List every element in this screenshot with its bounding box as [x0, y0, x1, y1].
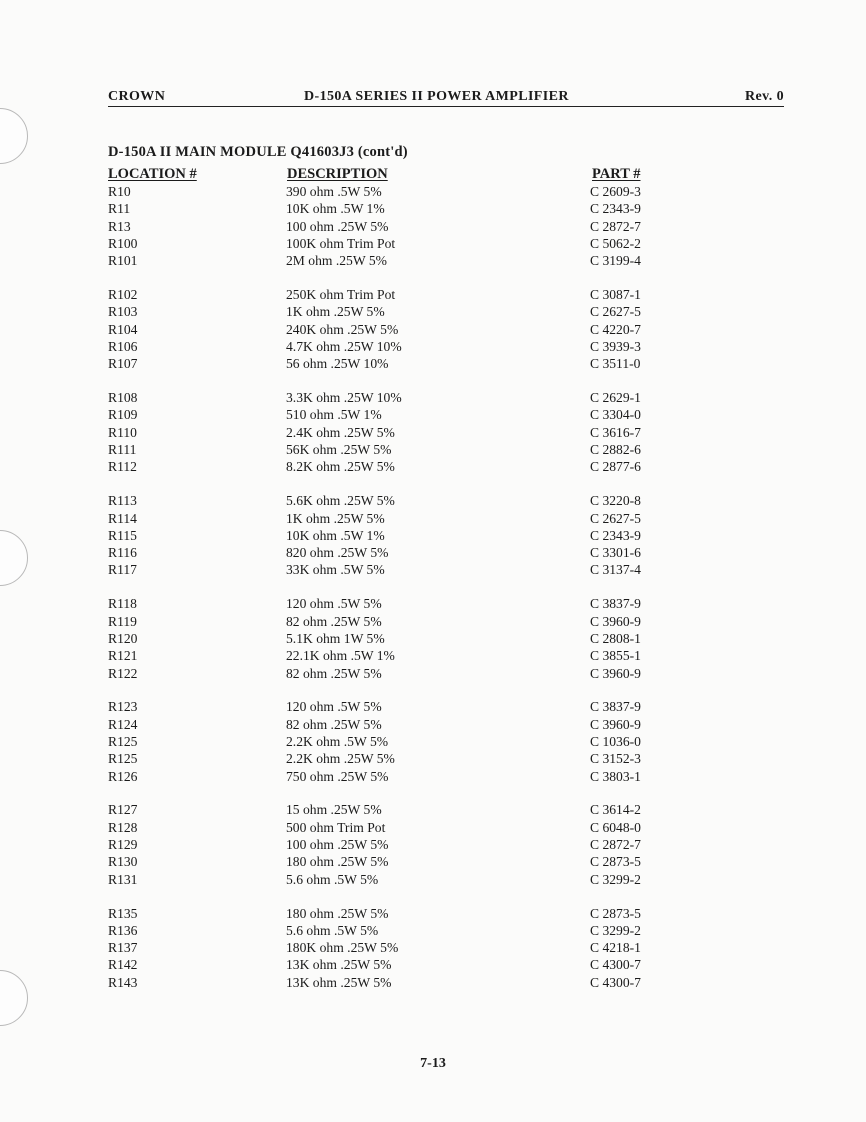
table-row	[108, 905, 788, 922]
table-row	[108, 630, 788, 647]
cell-description: 1K ohm .25W 5%	[286, 304, 385, 320]
table-row	[108, 424, 788, 441]
cell-description: 180K ohm .25W 5%	[286, 940, 399, 956]
page-header	[108, 89, 784, 107]
cell-part-number: C 3301-6	[590, 545, 641, 561]
parts-group	[108, 801, 788, 887]
cell-part-number: C 2872-7	[590, 218, 641, 234]
cell-part-number: C 3939-3	[590, 338, 641, 354]
cell-part-number: C 2877-6	[590, 459, 641, 475]
cell-description: 82 ohm .25W 5%	[286, 665, 382, 681]
cell-part-number: C 2343-9	[590, 527, 641, 543]
cell-location: R11	[108, 201, 131, 217]
table-row	[108, 665, 788, 682]
cell-part-number: C 3137-4	[590, 562, 641, 578]
cell-description: 4.7K ohm .25W 10%	[286, 338, 402, 354]
page-number: 7-13	[420, 1056, 446, 1071]
cell-description: 33K ohm .5W 5%	[286, 562, 385, 578]
table-row	[108, 819, 788, 836]
cell-part-number: C 2629-1	[590, 390, 641, 406]
cell-description: 82 ohm .25W 5%	[286, 613, 382, 629]
cell-location: R131	[108, 871, 138, 887]
table-row	[108, 252, 788, 269]
table-row	[108, 338, 788, 355]
table-row	[108, 321, 788, 338]
cell-location: R118	[108, 596, 137, 612]
cell-location: R102	[108, 287, 138, 303]
cell-description: 820 ohm .25W 5%	[286, 545, 389, 561]
cell-location: R107	[108, 356, 138, 372]
section-title: D-150A II MAIN MODULE Q41603J3 (cont'd)	[108, 144, 408, 160]
cell-location: R120	[108, 630, 138, 646]
cell-part-number: C 3199-4	[590, 253, 641, 269]
parts-group	[108, 492, 788, 578]
table-row	[108, 750, 788, 767]
cell-description: 56 ohm .25W 10%	[286, 356, 389, 372]
cell-description: 750 ohm .25W 5%	[286, 768, 389, 784]
table-row	[108, 956, 788, 973]
cell-description: 56K ohm .25W 5%	[286, 442, 392, 458]
cell-part-number: C 2873-5	[590, 905, 641, 921]
cell-part-number: C 3087-1	[590, 287, 641, 303]
cell-location: R111	[108, 442, 137, 458]
cell-description: 15 ohm .25W 5%	[286, 802, 382, 818]
parts-group	[108, 698, 788, 784]
cell-part-number: C 2343-9	[590, 201, 641, 217]
cell-part-number: C 3960-9	[590, 665, 641, 681]
cell-part-number: C 6048-0	[590, 819, 641, 835]
cell-location: R143	[108, 974, 138, 990]
cell-location: R108	[108, 390, 138, 406]
table-row	[108, 716, 788, 733]
cell-description: 2.2K ohm .5W 5%	[286, 733, 389, 749]
table-row	[108, 235, 788, 252]
cell-description: 510 ohm .5W 1%	[286, 407, 382, 423]
table-row	[108, 801, 788, 818]
cell-location: R136	[108, 922, 138, 938]
cell-description: 100 ohm .25W 5%	[286, 218, 389, 234]
cell-description: 8.2K ohm .25W 5%	[286, 459, 395, 475]
cell-part-number: C 2627-5	[590, 510, 641, 526]
cell-description: 22.1K ohm .5W 1%	[286, 648, 395, 664]
cell-location: R103	[108, 304, 138, 320]
cell-description: 120 ohm .5W 5%	[286, 596, 382, 612]
cell-description: 10K ohm .5W 1%	[286, 527, 385, 543]
header-brand: CROWN	[108, 89, 166, 104]
cell-location: R127	[108, 802, 138, 818]
cell-part-number: C 3960-9	[590, 716, 641, 732]
table-row	[108, 355, 788, 372]
parts-group	[108, 905, 788, 991]
cell-description: 1K ohm .25W 5%	[286, 510, 385, 526]
table-row	[108, 698, 788, 715]
cell-location: R110	[108, 424, 137, 440]
table-row	[108, 218, 788, 235]
cell-description: 100K ohm Trim Pot	[286, 235, 396, 251]
cell-description: 13K ohm .25W 5%	[286, 957, 392, 973]
cell-location: R130	[108, 854, 138, 870]
cell-description: 2.4K ohm .25W 5%	[286, 424, 395, 440]
table-row	[108, 922, 788, 939]
cell-description: 5.6 ohm .5W 5%	[286, 922, 379, 938]
cell-description: 5.1K ohm 1W 5%	[286, 630, 385, 646]
table-row	[108, 303, 788, 320]
binder-hole	[0, 108, 28, 164]
table-row	[108, 458, 788, 475]
cell-location: R112	[108, 459, 137, 475]
cell-description: 2M ohm .25W 5%	[286, 253, 387, 269]
cell-description: 5.6 ohm .5W 5%	[286, 871, 379, 887]
cell-description: 13K ohm .25W 5%	[286, 974, 392, 990]
table-row	[108, 974, 788, 991]
cell-location: R125	[108, 733, 138, 749]
cell-description: 250K ohm Trim Pot	[286, 287, 396, 303]
table-row	[108, 389, 788, 406]
header-revision: Rev. 0	[745, 89, 784, 104]
header-rule	[108, 106, 784, 107]
binder-hole	[0, 530, 28, 586]
table-row	[108, 406, 788, 423]
cell-location: R126	[108, 768, 138, 784]
column-headers	[108, 166, 788, 184]
cell-description: 390 ohm .5W 5%	[286, 184, 382, 199]
cell-description: 2.2K ohm .25W 5%	[286, 751, 395, 767]
cell-location: R109	[108, 407, 138, 423]
cell-part-number: C 4218-1	[590, 940, 641, 956]
cell-location: R113	[108, 493, 137, 509]
cell-location: R116	[108, 545, 137, 561]
cell-part-number: C 2872-7	[590, 837, 641, 853]
cell-location: R13	[108, 218, 131, 234]
cell-location: R135	[108, 905, 138, 921]
cell-description: 5.6K ohm .25W 5%	[286, 493, 395, 509]
table-row	[108, 544, 788, 561]
column-header-location: LOCATION #	[108, 166, 197, 182]
table-row	[108, 200, 788, 217]
binder-hole	[0, 970, 28, 1026]
cell-location: R128	[108, 819, 138, 835]
table-row	[108, 595, 788, 612]
table-row	[108, 733, 788, 750]
cell-part-number: C 3960-9	[590, 613, 641, 629]
cell-description: 82 ohm .25W 5%	[286, 716, 382, 732]
cell-part-number: C 3152-3	[590, 751, 641, 767]
cell-part-number: C 3304-0	[590, 407, 641, 423]
header-title: D-150A SERIES II POWER AMPLIFIER	[304, 89, 569, 104]
table-row	[108, 871, 788, 888]
cell-location: R124	[108, 716, 138, 732]
cell-part-number: C 5062-2	[590, 235, 641, 251]
cell-location: R125	[108, 751, 138, 767]
cell-description: 3.3K ohm .25W 10%	[286, 390, 402, 406]
cell-location: R119	[108, 613, 137, 629]
cell-part-number: C 1036-0	[590, 733, 641, 749]
cell-location: R137	[108, 940, 138, 956]
parts-table	[108, 183, 788, 1008]
cell-description: 100 ohm .25W 5%	[286, 837, 389, 853]
column-header-part: PART #	[592, 166, 641, 182]
cell-part-number: C 3299-2	[590, 922, 641, 938]
cell-part-number: C 2808-1	[590, 630, 641, 646]
cell-location: R123	[108, 699, 138, 715]
table-row	[108, 647, 788, 664]
cell-location: R117	[108, 562, 137, 578]
parts-group	[108, 595, 788, 681]
cell-part-number: C 2873-5	[590, 854, 641, 870]
cell-part-number: C 3803-1	[590, 768, 641, 784]
table-row	[108, 492, 788, 509]
cell-description: 240K ohm .25W 5%	[286, 321, 399, 337]
table-row	[108, 853, 788, 870]
column-header-description: DESCRIPTION	[287, 166, 388, 182]
cell-part-number: C 3837-9	[590, 596, 641, 612]
cell-part-number: C 3299-2	[590, 871, 641, 887]
cell-description: 500 ohm Trim Pot	[286, 819, 386, 835]
table-row	[108, 510, 788, 527]
cell-location: R104	[108, 321, 138, 337]
cell-description: 120 ohm .5W 5%	[286, 699, 382, 715]
cell-part-number: C 4300-7	[590, 974, 641, 990]
cell-part-number: C 4220-7	[590, 321, 641, 337]
table-row	[108, 527, 788, 544]
parts-group	[108, 286, 788, 372]
cell-location: R142	[108, 957, 138, 973]
cell-part-number: C 4300-7	[590, 957, 641, 973]
cell-part-number: C 3511-0	[590, 356, 641, 372]
cell-location: R114	[108, 510, 137, 526]
cell-location: R122	[108, 665, 138, 681]
table-row	[108, 939, 788, 956]
cell-part-number: C 2609-3	[590, 184, 641, 199]
cell-location: R101	[108, 253, 138, 269]
cell-location: R106	[108, 338, 138, 354]
cell-description: 180 ohm .25W 5%	[286, 854, 389, 870]
table-row	[108, 441, 788, 458]
cell-location: R10	[108, 184, 131, 199]
table-row	[108, 286, 788, 303]
cell-part-number: C 2627-5	[590, 304, 641, 320]
cell-description: 180 ohm .25W 5%	[286, 905, 389, 921]
cell-description: 10K ohm .5W 1%	[286, 201, 385, 217]
cell-location: R129	[108, 837, 138, 853]
table-row	[108, 613, 788, 630]
cell-part-number: C 3220-8	[590, 493, 641, 509]
cell-part-number: C 3855-1	[590, 648, 641, 664]
table-row	[108, 836, 788, 853]
cell-part-number: C 2882-6	[590, 442, 641, 458]
table-row	[108, 183, 788, 200]
cell-part-number: C 3614-2	[590, 802, 641, 818]
table-row	[108, 768, 788, 785]
cell-part-number: C 3616-7	[590, 424, 641, 440]
parts-group	[108, 183, 788, 269]
cell-location: R121	[108, 648, 138, 664]
cell-part-number: C 3837-9	[590, 699, 641, 715]
parts-group	[108, 389, 788, 475]
cell-location: R115	[108, 527, 137, 543]
table-row	[108, 561, 788, 578]
cell-location: R100	[108, 235, 138, 251]
